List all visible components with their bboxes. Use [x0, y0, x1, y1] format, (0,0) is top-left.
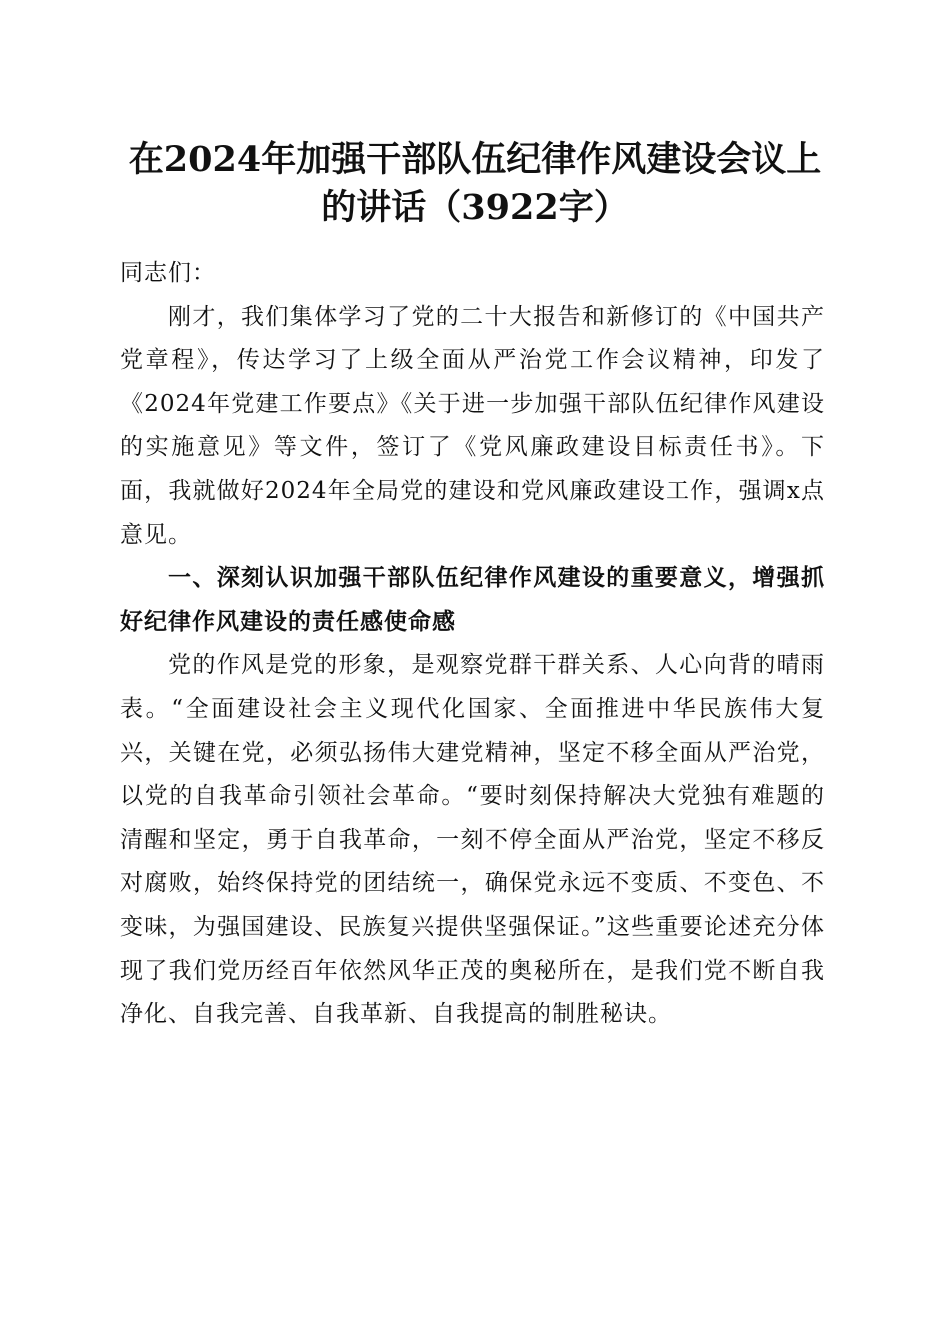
section-heading: 一、深刻认识加强干部队伍纪律作风建设的重要意义，增强抓好纪律作风建设的责任感使命感 — [120, 565, 825, 635]
salutation: 同志们： — [120, 260, 216, 286]
intro-paragraph: 刚才，我们集体学习了党的二十大报告和新修订的《中国共产党章程》，传达学习了上级全面从严治党工作会议精神，印发了《2024年党建工作要点》《关于进一步加强干部队伍纪律作风建设的实施意见》等文件，签订了《党风廉政建设目标责任书》。下面，我就做好2024年全局党的建设和党风廉政建设工作，强调x点意见。 — [120, 303, 825, 548]
title-line-2: 的讲话（3922字） — [321, 187, 629, 228]
document-body — [120, 252, 825, 1037]
section-paragraph: 党的作风是党的形象，是观察党群干群关系、人心向背的晴雨表。“全面建设社会主义现代化国家、全面推进中华民族伟大复兴，关键在党，必须弘扬伟大建党精神，坚定不移全面从严治党，以党的自我革命引领社会革命。“要时刻保持解决大党独有难题的清醒和坚定，勇于自我革命，一刻不停全面从严治党，坚定不移反对腐败，始终保持党的团结统一，确保党永远不变质、不变色、不变味，为强国建设、民族复兴提供坚强保证。”这些重要论述充分体现了我们党历经百年依然风华正茂的奥秘所在，是我们党不断自我净化、自我完善、自我革新、自我提高的制胜秘诀。 — [120, 652, 825, 1028]
title-line-1: 在2024年加强干部队伍纪律作风建设会议上 — [128, 139, 822, 180]
document-title — [110, 136, 840, 232]
